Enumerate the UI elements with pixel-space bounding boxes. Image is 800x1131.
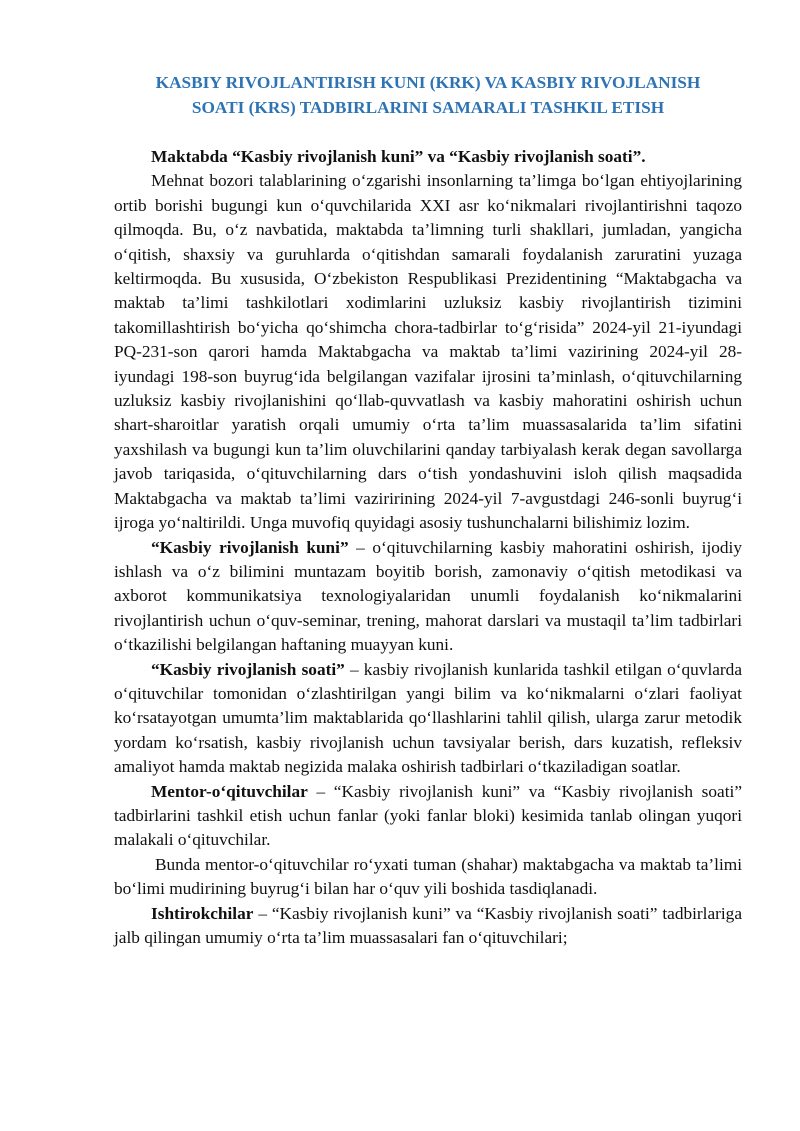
document-body (114, 145, 742, 950)
title-line-1: KASBIY RIVOJLANTIRISH KUNI (KRK) VA KASBIY RIVOJLANISH (155, 73, 701, 92)
intro-paragraph-part-1: Mehnat bozori talablarining o‘zgarishi insonlarning ta’limga bo‘lgan ehtiyojlarining ortib borishi bugungi kun o‘quvchilarida XXI asr ko‘nikmalari rivojlantirishni taqozo qilmoqda. Bu, o‘z navbatida, maktabda ta’limning turli shakllari, jumladan, yangicha o‘qitish, shaxsiy va guruhlarda o‘qitishdan samarali foydalanish zaruratini yuzaga keltirmoqda. Bu xususida, O‘zbekiston Respublikasi Prezidentining “Maktabgacha va maktab ta’limi tashkilotlari xodimlarini uzluksiz kasbiy rivojlantirish tizimini takomillashtirish bo‘yicha qo‘shimcha chora-tadbirlar to‘g‘risida” 2024-yil 21-iyundagi (114, 171, 742, 337)
term-kasbiy-rivojlanish-kuni: “Kasbiy rivojlanish kuni” (151, 537, 349, 557)
definition-participants (114, 902, 742, 951)
definition-text-participants: – “Kasbiy rivojlanish kuni” va “Kasbiy rivojlanish soati” tadbirlariga jalb qilingan umumiy o‘rta ta’lim muassasalari fan o‘qituvchilari; (114, 903, 742, 947)
mentor-list-note: Bunda mentor-o‘qituvchilar ro‘yxati tuman (shahar) maktabgacha va maktab ta’limi bo‘limi mudirining buyrug‘i bilan har o‘quv yili boshida tasdiqlanadi. (114, 854, 742, 899)
definition-professional-development-day (114, 536, 742, 658)
document-title (114, 70, 742, 120)
term-mentor-teachers: Mentor-o‘qituvchilar (151, 781, 308, 801)
term-participants: Ishtirokchilar (151, 903, 254, 923)
intro-paragraph-part-2: PQ-231-son qarori hamda Maktabgacha va maktab ta’limi vazirining 2024-yil 28-iyundagi 198-son buyrug‘ida belgilangan vazifalar ijrosini ta’minlash, o‘qituvchilarning uzluksiz kasbiy rivojlanishini qo‘llab-quvvatlash va kasbiy mahoratini oshirish uchun shart-sharoitlar yaratish orqali umumiy o‘rta ta’lim muassasalarida ta’lim sifatini yaxshilash va bugungi kun ta’lim oluvchilarini qanday tarbiyalash kerak degan savollarga javob tariqasida, o‘qituvchilarning dars o‘tish yondashuvini isloh qilish maqsadida Maktabgacha va maktab ta’limi vaziririning 2024-yil 7-avgustdagi 246-sonli buyrug‘i ijroga yo‘naltirildi. Unga muvofiq quyidagi asosiy tushunchalarni bilishimiz lozim. (114, 342, 742, 533)
definition-text-kasbiy-rivojlanish-soati: – kasbiy rivojlanish kunlarida tashkil etilgan o‘quvlarda o‘qituvchilar tomonidan o‘zlashtirilgan yangi bilim va ko‘nikmalarni o‘zlari faoliyat ko‘rsatayotgan umumta’lim maktablarida qo‘llashlarini tahlil qilish, ularga zarur metodik yordam ko‘rsatish, kasbiy rivojlanish uchun tavsiyalar berish, dars kuzatish, refleksiv amaliyot hamda maktab negizida malaka oshirish tadbirlari o‘tkaziladigan soatlar. (114, 659, 742, 777)
term-kasbiy-rivojlanish-soati: “Kasbiy rivojlanish soati” (151, 659, 345, 679)
definition-text-kasbiy-rivojlanish-kuni: – o‘qituvchilarning kasbiy mahoratini oshirish, ijodiy ishlash va o‘z bilimini muntazam boyitib borish, zamonaviy o‘qitish metodikasi va axborot kommunikatsiya texnologiyalaridan unumli foydalanish ko‘nikmalarini rivojlantirish uchun o‘quv-seminar, trening, mahorat darslari va mustaqil ta’lim tadbirlari o‘tkazilishi belgilangan haftaning muayyan kuni. (114, 537, 742, 655)
definition-mentor-teachers (114, 780, 742, 853)
title-line-2: SOATI (KRS) TADBIRLARINI SAMARALI TASHKIL ETISH (191, 98, 665, 117)
document-page (114, 70, 742, 950)
section-subheading: Maktabda “Kasbiy rivojlanish kuni” va “Kasbiy rivojlanish soati”. (151, 147, 646, 166)
definition-text-mentor-teachers: – “Kasbiy rivojlanish kuni” va “Kasbiy rivojlanish soati” tadbirlarini tashkil etish uchun fanlar (yoki fanlar bloki) kesimida tanlab olingan yuqori malakali o‘qituvchilar. (114, 781, 742, 850)
definition-professional-development-hour (114, 658, 742, 780)
